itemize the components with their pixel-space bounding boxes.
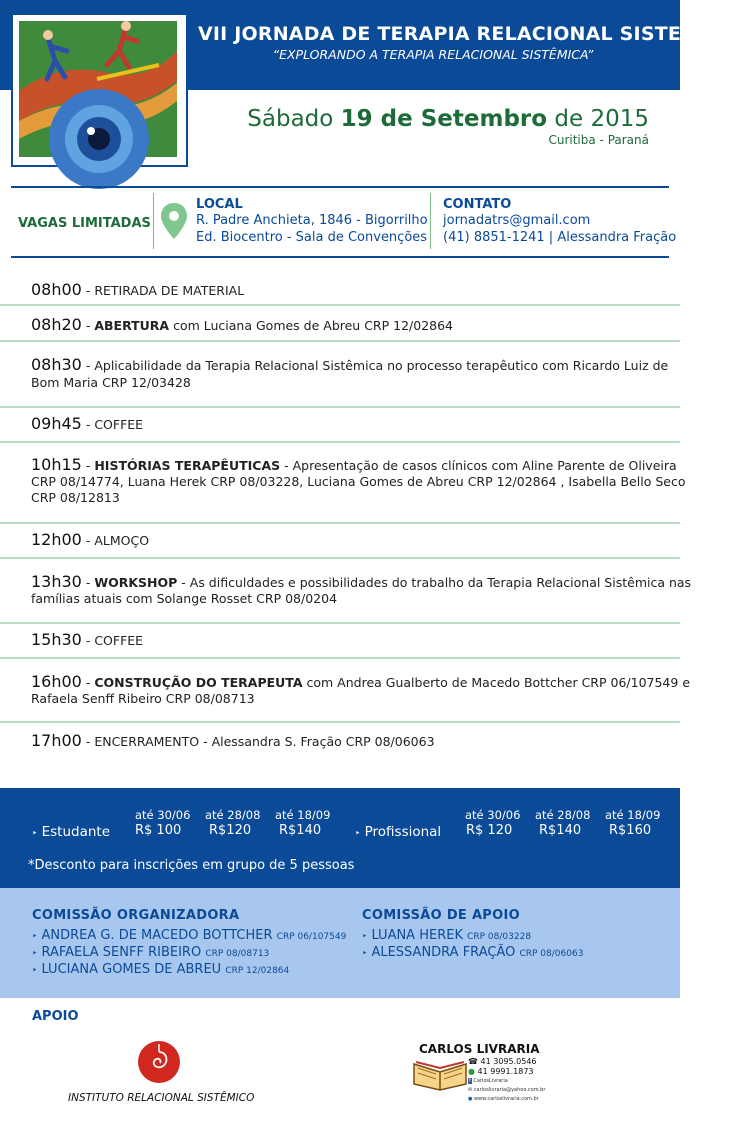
schedule-bold: CONSTRUÇÃO DO TERAPEUTA [94, 675, 303, 690]
schedule-item: 15h30 - COFFEE [31, 630, 144, 649]
schedule-time: 12h00 [31, 530, 82, 549]
schedule-divider [0, 721, 680, 723]
carlos-livraria-name: CARLOS LIVRARIA [419, 1042, 540, 1056]
bullet-icon: ‣ [32, 829, 38, 839]
hero-illustration [19, 21, 177, 157]
schedule-time: 16h00 [31, 672, 82, 691]
committee-band [0, 888, 680, 998]
estudante-price: R$140 [279, 823, 322, 838]
org-committee-title: COMISSÃO ORGANIZADORA [32, 908, 240, 923]
committee-member: ‣ ANDREA G. DE MACEDO BOTTCHER CRP 06/107549 [32, 928, 347, 943]
schedule-time: 09h45 [31, 414, 82, 433]
schedule-divider [0, 340, 680, 342]
irs-name: INSTITUTO RELACIONAL SISTÊMICO [68, 1092, 255, 1104]
bullet-icon: ‣ [355, 829, 361, 839]
irs-logo-icon [137, 1040, 181, 1088]
schedule-item: 09h45 - COFFEE [31, 414, 144, 433]
local-line-1: R. Padre Anchieta, 1846 - Bigorrilho [196, 213, 428, 228]
carlos-email: ✉ carloslivraria@yahoo.com.br [468, 1087, 546, 1093]
schedule-item: 13h30 - WORKSHOP - As dificuldades e possibilidades do trabalho da Terapia Relacional Sistêmica nas [31, 572, 692, 591]
apoio-title: APOIO [32, 1009, 79, 1024]
schedule-text-line2: Bom Maria CRP 12/03428 [31, 375, 191, 390]
contato-email: jornadatrs@gmail.com [443, 213, 591, 228]
info-divider-2 [430, 193, 431, 249]
schedule-text: com Luciana Gomes de Abreu CRP 12/02864 [169, 318, 454, 333]
schedule-time: 08h30 [31, 355, 82, 374]
date-main: 19 de Setembro [340, 106, 548, 132]
bullet-icon: ‣ [32, 932, 38, 942]
price-header: até 28/08 [205, 808, 261, 822]
schedule-divider [0, 622, 680, 624]
mail-icon: ✉ [468, 1087, 473, 1093]
schedule-text: - Apresentação de casos clínicos com Aline Parente de Oliveira [280, 458, 677, 473]
carlos-phone-2: ● 41 9991.1873 [468, 1067, 534, 1076]
schedule-text-line3: CRP 08/12813 [31, 490, 120, 505]
schedule-item: 10h15 - HISTÓRIAS TERAPÊUTICAS - Apresentação de casos clínicos com Aline Parente de Oliveira [31, 455, 677, 474]
schedule-time: 15h30 [31, 630, 82, 649]
schedule-bold: HISTÓRIAS TERAPÊUTICAS [94, 458, 281, 473]
schedule-time: 08h20 [31, 315, 82, 334]
schedule-item: 12h00 - ALMOÇO [31, 530, 150, 549]
schedule-time: 17h00 [31, 731, 82, 750]
bullet-icon: ‣ [362, 932, 368, 942]
event-city: Curitiba - Paraná [548, 133, 649, 147]
schedule-item: 16h00 - CONSTRUÇÃO DO TERAPEUTA com Andrea Gualberto de Macedo Bottcher CRP 06/107549 e [31, 672, 691, 691]
schedule-item: 08h20 - ABERTURA com Luciana Gomes de Abreu CRP 12/02864 [31, 315, 454, 334]
estudante-label: ‣ Estudante [32, 824, 111, 840]
committee-member: ‣ LUCIANA GOMES DE ABREU CRP 12/02864 [32, 962, 290, 977]
schedule-text-line2: Rafaela Senff Ribeiro CRP 08/08713 [31, 691, 255, 706]
carlos-facebook: f CarlosLivraria [469, 1078, 508, 1084]
bullet-icon: ‣ [362, 949, 368, 959]
schedule-item: 08h30 - Aplicabilidade da Terapia Relacional Sistêmica no processo terapêutico com Ricardo Luiz de [31, 355, 669, 374]
schedule-text: COFFEE [94, 633, 144, 648]
estudante-price: R$ 100 [135, 823, 182, 838]
globe-icon: ● [468, 1096, 473, 1102]
committee-member: ‣ ALESSANDRA FRAÇÃO CRP 08/06063 [362, 945, 584, 960]
schedule-time: 10h15 [31, 455, 82, 474]
price-header: até 18/09 [275, 808, 331, 822]
event-date [247, 106, 649, 132]
contato-title: CONTATO [443, 197, 512, 212]
schedule-text-line2: famílias atuais com Solange Rosset CRP 08/0204 [31, 591, 338, 606]
profissional-price: R$160 [609, 823, 652, 838]
schedule-divider [0, 441, 680, 443]
price-header: até 30/06 [135, 808, 191, 822]
carlos-phone-1: ☎ 41 3095.0546 [468, 1057, 537, 1066]
profissional-label: ‣ Profissional [355, 824, 442, 840]
bullet-icon: ‣ [32, 966, 38, 976]
price-header: até 28/08 [535, 808, 591, 822]
event-subtitle: “EXPLORANDO A TERAPIA RELACIONAL SISTÊMICA” [272, 47, 594, 62]
info-bottom-border [11, 256, 669, 258]
discount-note: *Desconto para inscrições em grupo de 5 pessoas [28, 858, 355, 873]
book-icon [412, 1052, 468, 1096]
schedule-divider [0, 406, 680, 408]
date-prefix: Sábado [247, 106, 334, 132]
contato-phone: (41) 8851-1241 | Alessandra Fração [443, 230, 677, 245]
schedule-text-line2: CRP 08/14774, Luana Herek CRP 08/03228, Luciana Gomes de Abreu CRP 12/02864 , Isabella Bello Seco [31, 474, 686, 489]
schedule-time: 13h30 [31, 572, 82, 591]
date-suffix: de 2015 [554, 106, 649, 132]
support-committee-title: COMISSÃO DE APOIO [362, 908, 520, 923]
schedule-text: RETIRADA DE MATERIAL [94, 283, 245, 298]
schedule-text: COFFEE [94, 417, 144, 432]
location-pin-icon [160, 202, 188, 244]
profissional-price: R$ 120 [466, 823, 513, 838]
schedule-time: 08h00 [31, 280, 82, 299]
vagas-limitadas: VAGAS LIMITADAS [18, 216, 151, 231]
schedule-divider [0, 557, 680, 559]
committee-member: ‣ LUANA HEREK CRP 08/03228 [362, 928, 532, 943]
local-line-2: Ed. Biocentro - Sala de Convenções [196, 230, 428, 245]
schedule-divider [0, 304, 680, 306]
schedule-divider [0, 657, 680, 659]
whatsapp-icon: ● [468, 1067, 475, 1076]
carlos-site: ● www.carloslivraria.com.br [468, 1096, 539, 1102]
phone-icon: ☎ [468, 1057, 478, 1066]
price-header: até 30/06 [465, 808, 521, 822]
schedule-bold: ABERTURA [94, 318, 170, 333]
price-header: até 18/09 [605, 808, 661, 822]
bullet-icon: ‣ [32, 949, 38, 959]
schedule-text: Aplicabilidade da Terapia Relacional Sistêmica no processo terapêutico com Ricardo Luiz de [94, 358, 669, 373]
schedule-item: 08h00 - RETIRADA DE MATERIAL [31, 280, 245, 299]
event-title: VII JORNADA DE TERAPIA RELACIONAL SISTEMICA [198, 23, 736, 45]
info-divider [153, 193, 154, 249]
committee-member: ‣ RAFAELA SENFF RIBEIRO CRP 08/08713 [32, 945, 270, 960]
schedule-text: ALMOÇO [94, 533, 150, 548]
schedule-text: com Andrea Gualberto de Macedo Bottcher CRP 06/107549 e [302, 675, 691, 690]
schedule-item: 17h00 - ENCERRAMENTO - Alessandra S. Fração CRP 08/06063 [31, 731, 435, 750]
schedule-text: ENCERRAMENTO - Alessandra S. Fração CRP 08/06063 [94, 734, 435, 749]
local-title: LOCAL [196, 197, 243, 212]
facebook-icon: f [469, 1078, 471, 1084]
schedule-bold: WORKSHOP [94, 575, 178, 590]
estudante-price: R$120 [209, 823, 252, 838]
info-top-border [11, 186, 669, 188]
profissional-price: R$140 [539, 823, 582, 838]
schedule-divider [0, 522, 680, 524]
schedule-text: - As dificuldades e possibilidades do trabalho da Terapia Relacional Sistêmica nas [177, 575, 692, 590]
